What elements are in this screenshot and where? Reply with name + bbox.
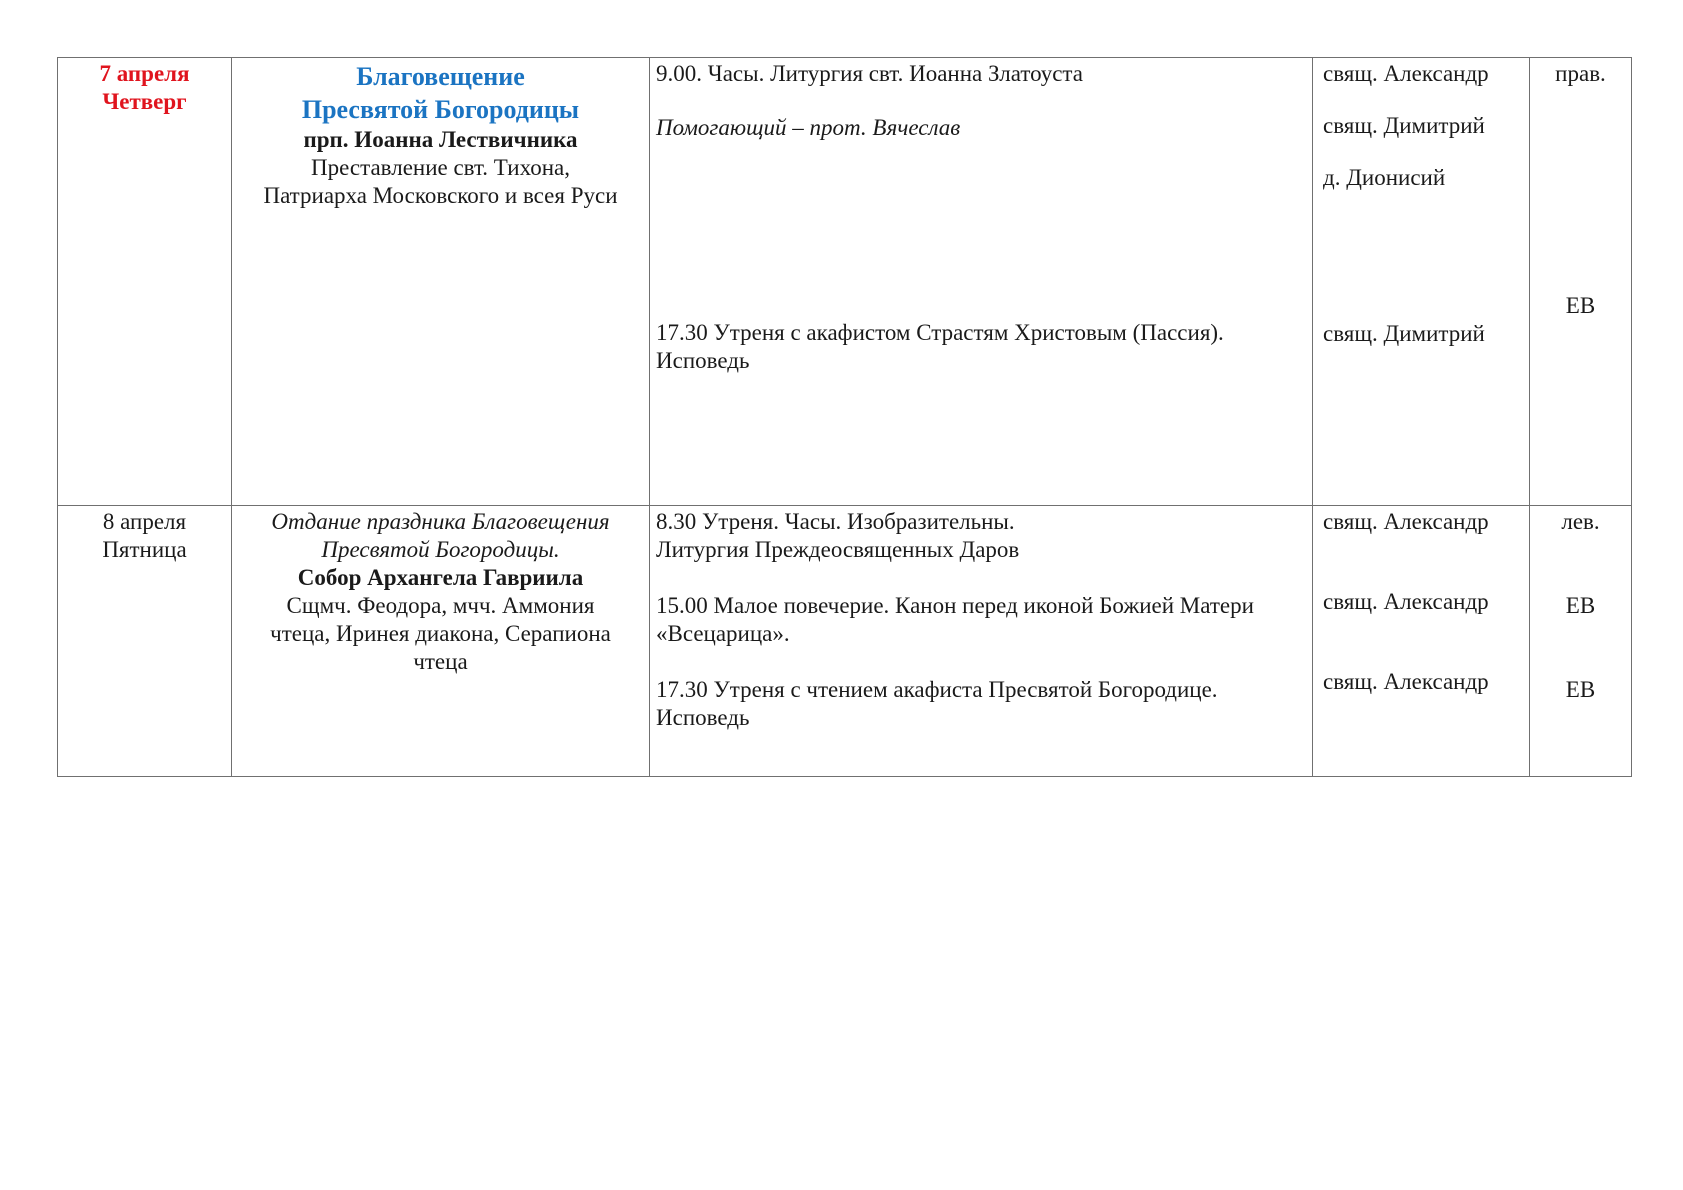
date-text: 7 апреля bbox=[99, 61, 190, 86]
saint-commemoration: прп. Иоанна Лествичника bbox=[303, 127, 578, 152]
schedule-table bbox=[57, 57, 1632, 777]
clergy-name: свящ. Александр bbox=[1323, 509, 1489, 534]
choir-mark: прав. bbox=[1555, 61, 1606, 86]
service-matins: 17.30 Утреня с акафистом Страстям Христовым (Пассия). Исповедь bbox=[656, 320, 1224, 373]
date-text: 8 апреля bbox=[102, 509, 187, 534]
feast-cell bbox=[232, 506, 650, 777]
services-cell bbox=[650, 506, 1313, 777]
choir-cell bbox=[1530, 506, 1632, 777]
choir-mark: ЕВ bbox=[1565, 593, 1596, 618]
feast-title-line-2: Пресвятой Богородицы bbox=[301, 95, 580, 124]
service-liturgy: 9.00. Часы. Литургия свт. Иоанна Златоуста bbox=[656, 61, 1083, 86]
weekday-text: Пятница bbox=[102, 537, 187, 562]
choir-mark: ЕВ bbox=[1565, 677, 1596, 702]
services-cell bbox=[650, 58, 1313, 506]
saint-note: Преставление свт. Тихона, Патриарха Московского и всея Руси bbox=[263, 155, 618, 208]
clergy-name: свящ. Димитрий bbox=[1323, 113, 1485, 138]
saint-note: Сщмч. Феодора, мчч. Аммония чтеца, Иринея диакона, Серапиона чтеца bbox=[270, 593, 611, 674]
service-helper: Помогающий – прот. Вячеслав bbox=[656, 115, 961, 140]
service-compline: 15.00 Малое повечерие. Канон перед иконой Божией Матери «Всецарица». bbox=[656, 593, 1254, 646]
weekday-text: Четверг bbox=[102, 89, 187, 114]
feast-title: Отдание праздника Благовещения Пресвятой Богородицы. bbox=[271, 509, 610, 562]
clergy-name: свящ. Александр bbox=[1323, 61, 1489, 86]
feast-cell bbox=[232, 58, 650, 506]
feast-title: Благовещение bbox=[356, 62, 525, 91]
clergy-name: свящ. Александр bbox=[1323, 589, 1489, 614]
choir-mark: ЕВ bbox=[1565, 293, 1596, 318]
saint-commemoration: Собор Архангела Гавриила bbox=[297, 565, 584, 590]
service-matins: 17.30 Утреня с чтением акафиста Пресвятой Богородице. Исповедь bbox=[656, 677, 1218, 730]
clergy-name: свящ. Александр bbox=[1323, 669, 1489, 694]
day-row-april-7 bbox=[58, 58, 1632, 506]
date-cell bbox=[58, 58, 232, 506]
day-row-april-8 bbox=[58, 506, 1632, 777]
clergy-cell bbox=[1313, 506, 1530, 777]
clergy-cell bbox=[1313, 58, 1530, 506]
clergy-name: свящ. Димитрий bbox=[1323, 321, 1485, 346]
date-cell bbox=[58, 506, 232, 777]
choir-cell bbox=[1530, 58, 1632, 506]
choir-mark: лев. bbox=[1561, 509, 1600, 534]
service-liturgy: 8.30 Утреня. Часы. Изобразительны. Литургия Преждеосвященных Даров bbox=[656, 509, 1020, 562]
clergy-name: д. Дионисий bbox=[1323, 165, 1446, 190]
